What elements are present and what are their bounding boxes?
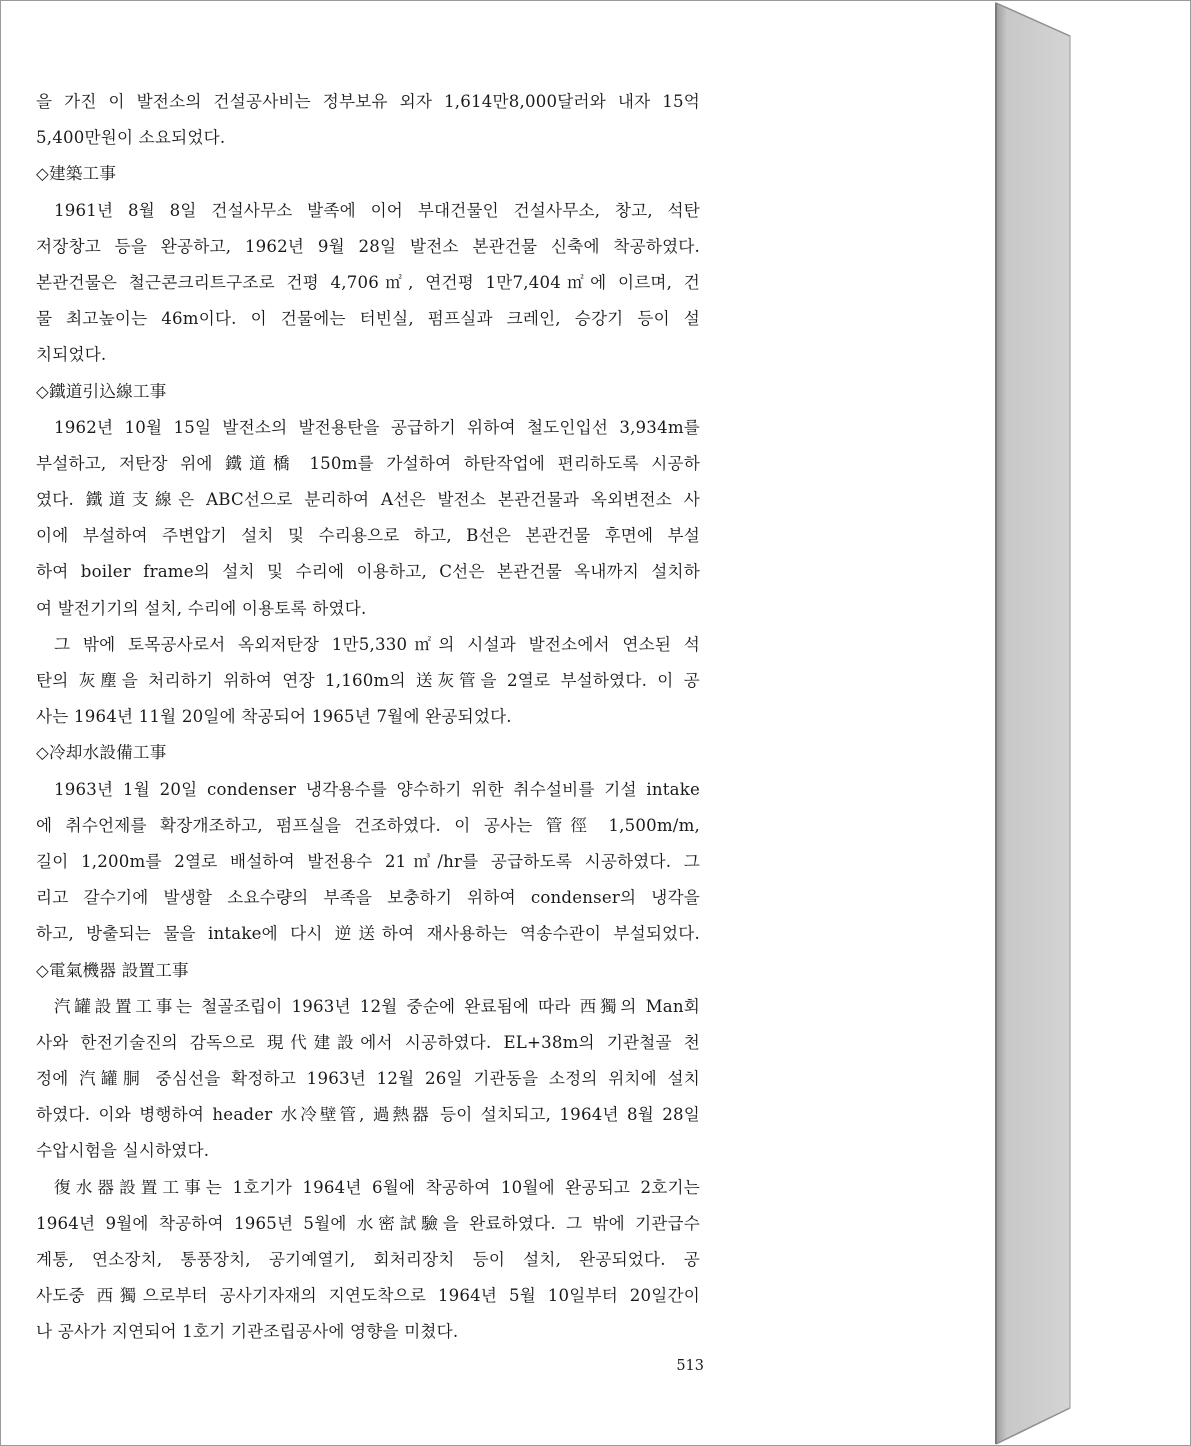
text-line: 하고, 방출되는 물을 intake에 다시 逆送하여 재사용하는 역송수관이 부설되었다.	[36, 924, 700, 944]
text-line: 復水器設置工事는 1호기가 1964년 6월에 착공하여 10월에 완공되고 2호기는	[54, 1177, 700, 1197]
text-line: 부설하고, 저탄장 위에 鐵道橋 150m를 가설하여 하탄작업에 편리하도록 시공하	[36, 453, 700, 473]
text-line: 리고 갈수기에 발생할 소요수량의 부족을 보충하기 위하여 condenser의 냉각을	[36, 888, 700, 908]
section-heading: ◇建築工事	[36, 164, 117, 184]
section-heading: ◇冷却水設備工事	[36, 743, 167, 763]
text-line: 사와 한전기술진의 감독으로 現代建設에서 시공하였다. EL+38m의 기관철골 천	[36, 1032, 700, 1052]
text-line: 1962년 10월 15일 발전소의 발전용탄을 공급하기 위하여 철도인입선 3,934m를	[54, 417, 700, 437]
text-line: 본관건물은 철근콘크리트구조로 건평 4,706㎡, 연건평 1만7,404㎡에 이르며, 건	[36, 272, 700, 292]
body-text	[36, 84, 700, 1351]
text-line: 하였다. 이와 병행하여 header 水冷壁管, 過熱器 등이 설치되고, 1964년 8월 28일	[36, 1105, 700, 1125]
text-line: 1963년 1월 20일 condenser 냉각용수를 양수하기 위한 취수설비를 기설 intake	[54, 779, 700, 799]
text-line: 정에 汽罐胴 중심선을 확정하고 1963년 12월 26일 기관동을 소정의 위치에 설치	[36, 1069, 700, 1089]
text-line: 나 공사가 지연되어 1호기 기관조립공사에 영향을 미쳤다.	[36, 1322, 459, 1342]
text-line: 저장창고 등을 완공하고, 1962년 9월 28일 발전소 본관건물 신축에 착공하였다.	[36, 236, 700, 256]
text-line: 계통, 연소장치, 통풍장치, 공기예열기, 회처리장치 등이 설치, 완공되었다. 공	[36, 1250, 700, 1269]
text-line: 그 밖에 토목공사로서 옥외저탄장 1만5,330㎡의 시설과 발전소에서 연소된 석	[54, 634, 700, 654]
text-line: 사는 1964년 11월 20일에 착공되어 1965년 7월에 완공되었다.	[36, 707, 512, 727]
text-line: 수압시험을 실시하였다.	[36, 1141, 210, 1161]
text-line: 을 가진 이 발전소의 건설공사비는 정부보유 외자 1,614만8,000달러와 내자 15억	[36, 92, 700, 111]
page-number: 513	[676, 1358, 704, 1374]
text-line: 였다. 鐵道支線은 ABC선으로 분리하여 A선은 발전소 본관건물과 옥외변전소 사	[36, 490, 700, 510]
text-line: 물 최고높이는 46m이다. 이 건물에는 터빈실, 펌프실과 크레인, 승강기 등이 설	[36, 309, 700, 329]
text-line: 에 취수언제를 확장개조하고, 펌프실을 건조하였다. 이 공사는 管徑 1,500m/m,	[36, 815, 700, 835]
section-heading: ◇鐵道引込線工事	[36, 381, 167, 401]
text-line: 5,400만원이 소요되었다.	[36, 128, 226, 148]
text-line: 1961년 8월 8일 건설사무소 발족에 이어 부대건물인 건설사무소, 창고, 석탄	[54, 200, 700, 220]
text-line: 여 발전기기의 설치, 수리에 이용토록 하였다.	[36, 598, 367, 618]
section-heading: ◇電氣機器 設置工事	[36, 960, 189, 980]
text-line: 탄의 灰塵을 처리하기 위하여 연장 1,160m의 送灰管을 2열로 부설하였다. 이 공	[36, 671, 700, 690]
text-line: 1964년 9월에 착공하여 1965년 5월에 水密試驗을 완료하였다. 그 밖에 기관급수	[36, 1213, 700, 1233]
text-line: 하여 boiler frame의 설치 및 수리에 이용하고, C선은 본관건물 옥내까지 설치하	[36, 562, 700, 582]
text-line: 이에 부설하여 주변압기 설치 및 수리용으로 하고, B선은 본관건물 후면에 부설	[36, 526, 700, 546]
text-line: 汽罐設置工事는 철골조립이 1963년 12월 중순에 완료됨에 따라 西獨의 Man회	[54, 996, 700, 1016]
text-line: 사도중 西獨으로부터 공사기자재의 지연도착으로 1964년 5월 10일부터 20일간이	[36, 1286, 700, 1306]
text-line: 길이 1,200m를 2열로 배설하여 발전용수 21㎥/hr를 공급하도록 시공하였다. 그	[36, 851, 700, 871]
text-line: 치되었다.	[36, 345, 107, 365]
